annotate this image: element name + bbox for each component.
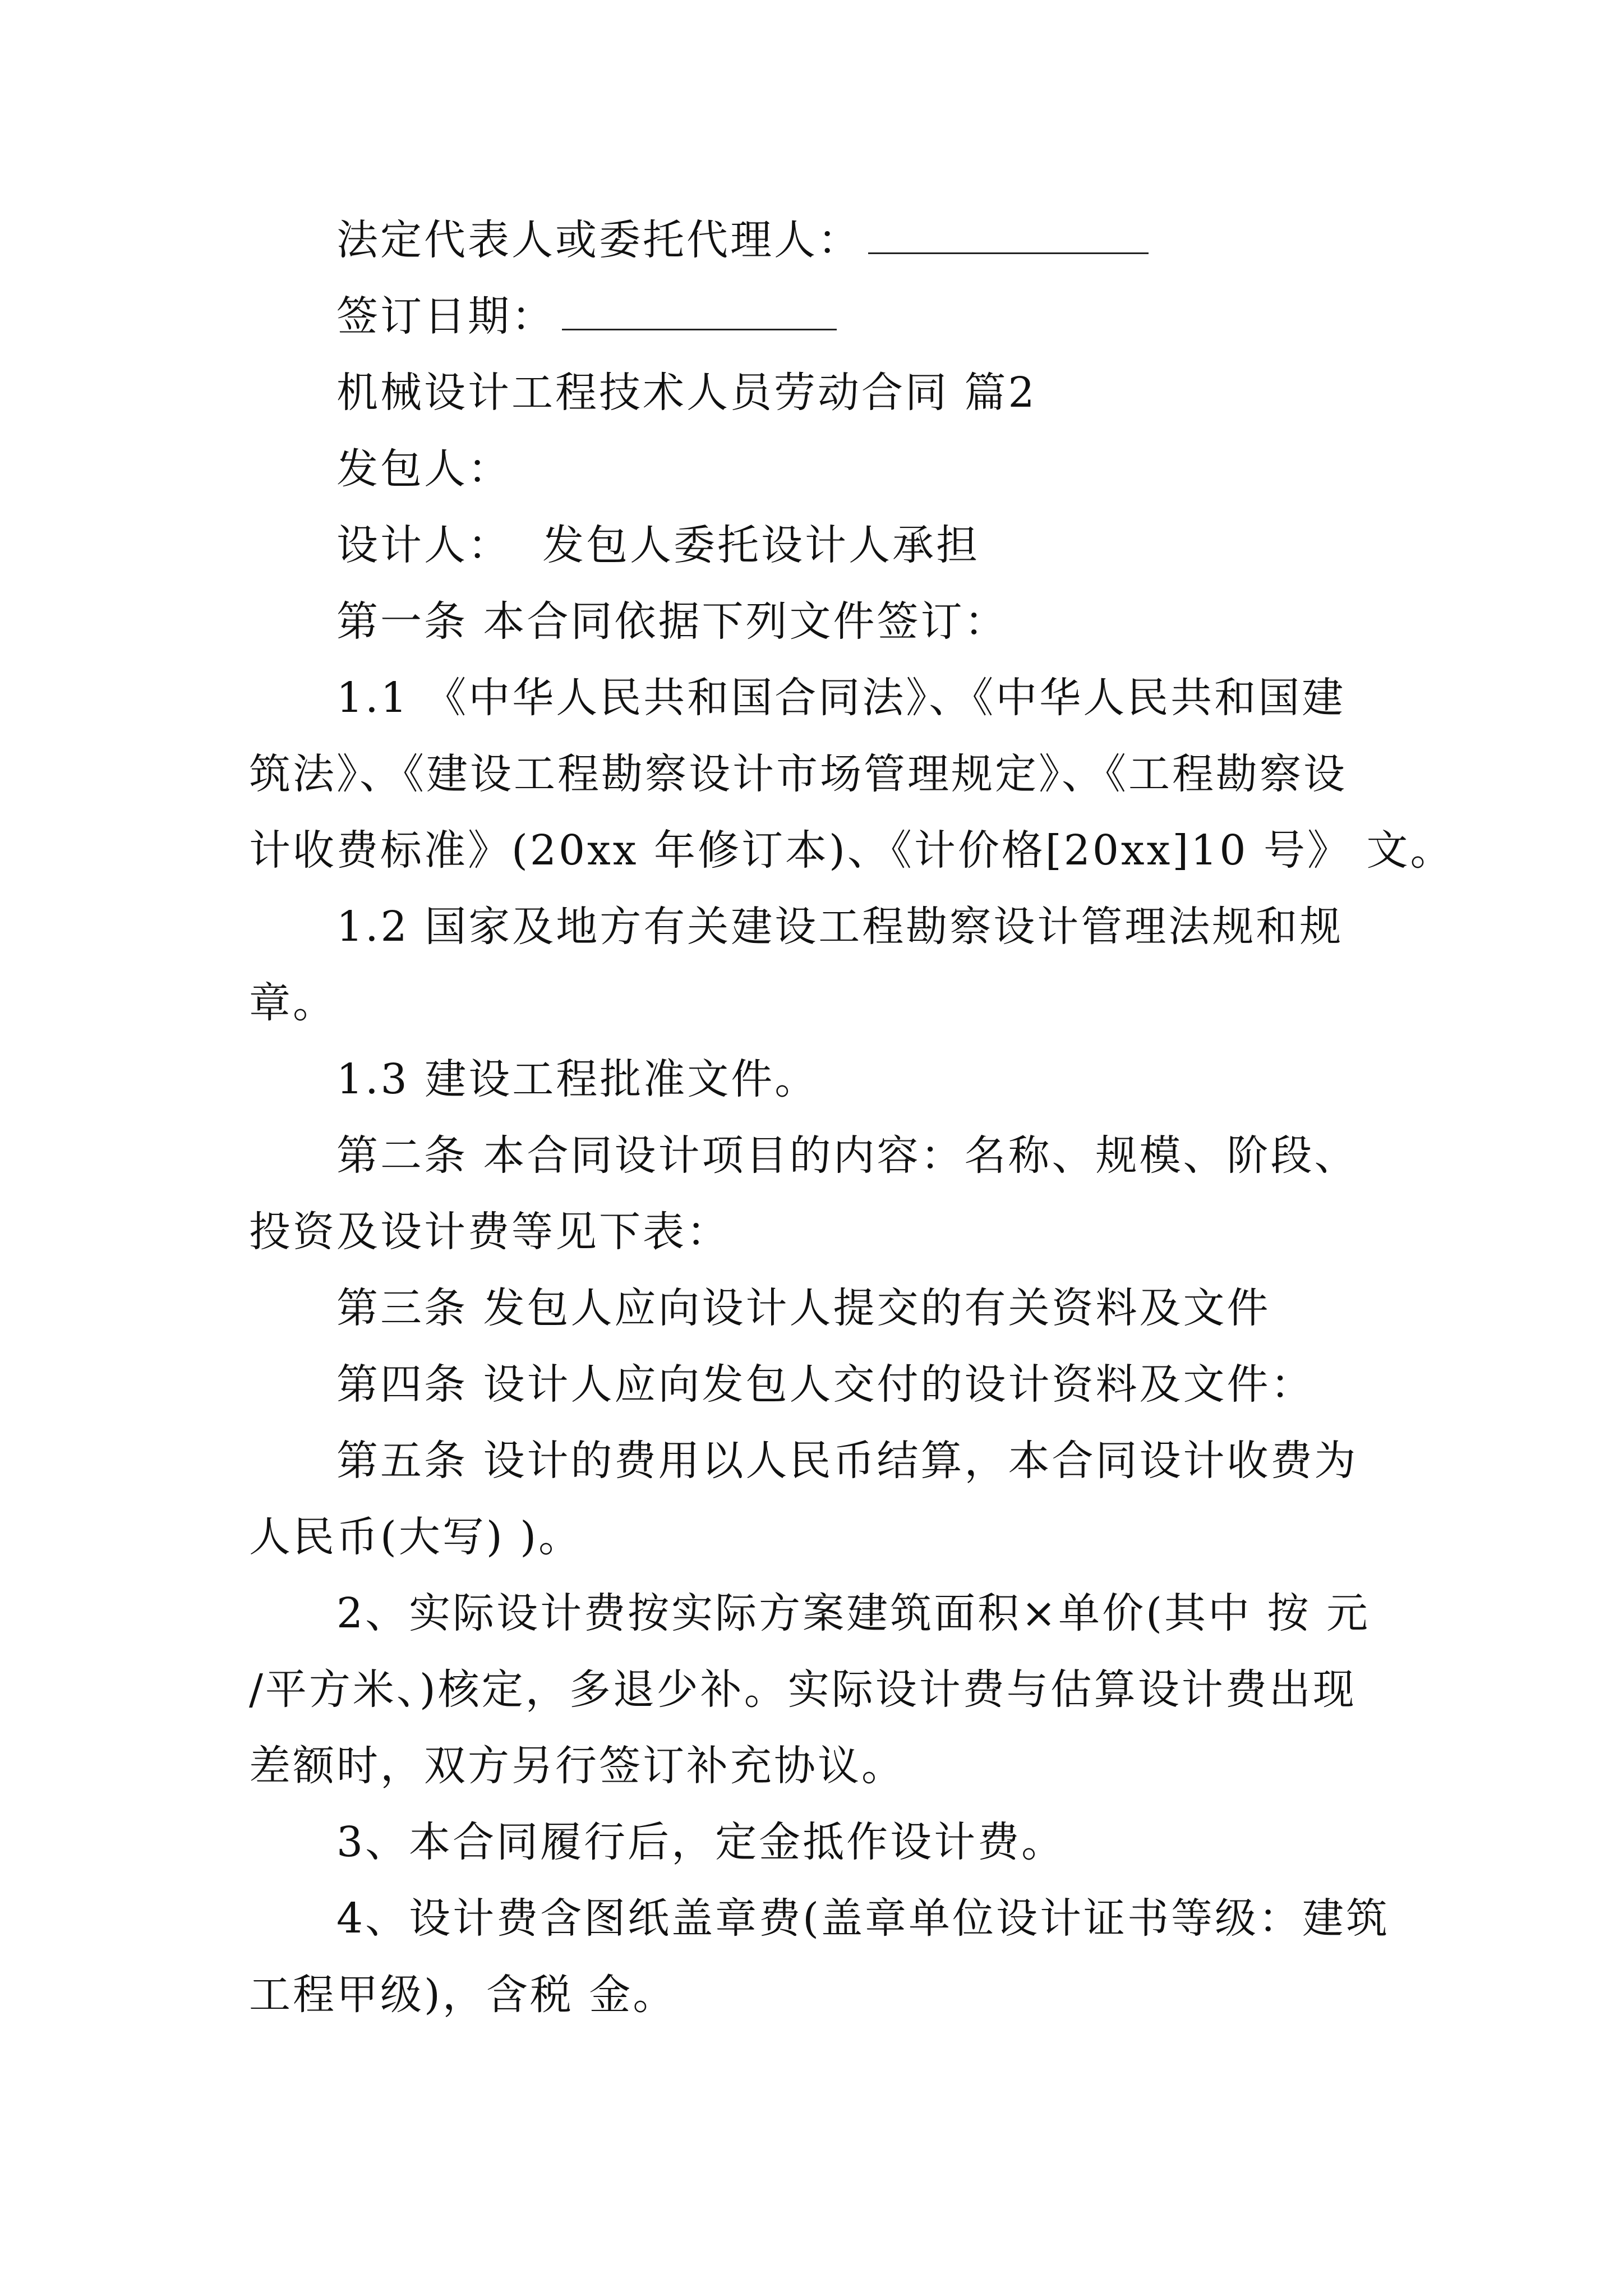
representative-blank [868,222,1149,254]
article5 [249,1423,1393,1575]
article2-line: 第二条 本合同设计项目的内容：名称、规模、阶段、 [336,1131,1358,1180]
item-1-2-line: 1.2 国家及地方有关建设工程勘察设计管理法规和规 [336,903,1344,951]
representative-signature-line [249,202,1393,278]
item-1-3: 1.3 建设工程批准文件。 [336,1055,819,1103]
clause-2-line: 2、实际设计费按实际方案建筑面积×单价(其中 按 元 [336,1589,1370,1637]
item-1-1-line: 1.1 《中华人民共和国合同法》、《中华人民共和国建 [336,674,1346,722]
clause-2 [249,1575,1393,1804]
item-1-2-line: 章。 [249,979,336,1027]
clause-2-line: /平方米、)核定，多退少补。实际设计费与估算设计费出现 [249,1665,1357,1714]
item-1-2 [249,889,1393,1041]
article1-heading: 第一条 本合同依据下列文件签订： [336,597,1008,646]
article2-line: 投资及设计费等见下表： [249,1208,730,1256]
representative-label: 法定代表人或委托代理人： [336,216,861,264]
section-title: 机械设计工程技术人员劳动合同 篇2 [336,369,1037,417]
signing-date-label: 签订日期： [336,292,555,341]
client-label: 发包人： [336,445,511,493]
designer-line: 设计人： 发包人委托设计人承担 [336,521,980,569]
article5-line: 第五条 设计的费用以人民币结算，本合同设计收费为 [336,1437,1358,1485]
item-1-1 [249,660,1454,889]
article2 [249,1117,1393,1270]
article5-line: 人民币(大写) )。 [249,1513,583,1561]
document-body [249,202,1454,2033]
signing-date-line [249,278,1393,355]
clause-3: 3、本合同履行后，定金抵作设计费。 [336,1818,1066,1866]
article3: 第三条 发包人应向设计人提交的有关资料及文件 [336,1284,1271,1332]
clause-2-line: 差额时，双方另行签订补充协议。 [249,1742,905,1790]
signing-date-blank [562,298,837,330]
article4: 第四条 设计人应向发包人交付的设计资料及文件： [336,1360,1315,1409]
item-1-1-line: 计收费标准》(20xx 年修订本)、《计价格[20xx]10 号》 文。 [249,826,1454,875]
clause-4-line: 工程甲级)，含税 金。 [249,1971,677,2019]
clause-4 [249,1880,1393,2033]
clause-4-line: 4、设计费含图纸盖章费(盖章单位设计证书等级：建筑 [336,1894,1390,1943]
item-1-1-line: 筑法》、《建设工程勘察设计市场管理规定》、《工程勘察设 [249,750,1347,798]
